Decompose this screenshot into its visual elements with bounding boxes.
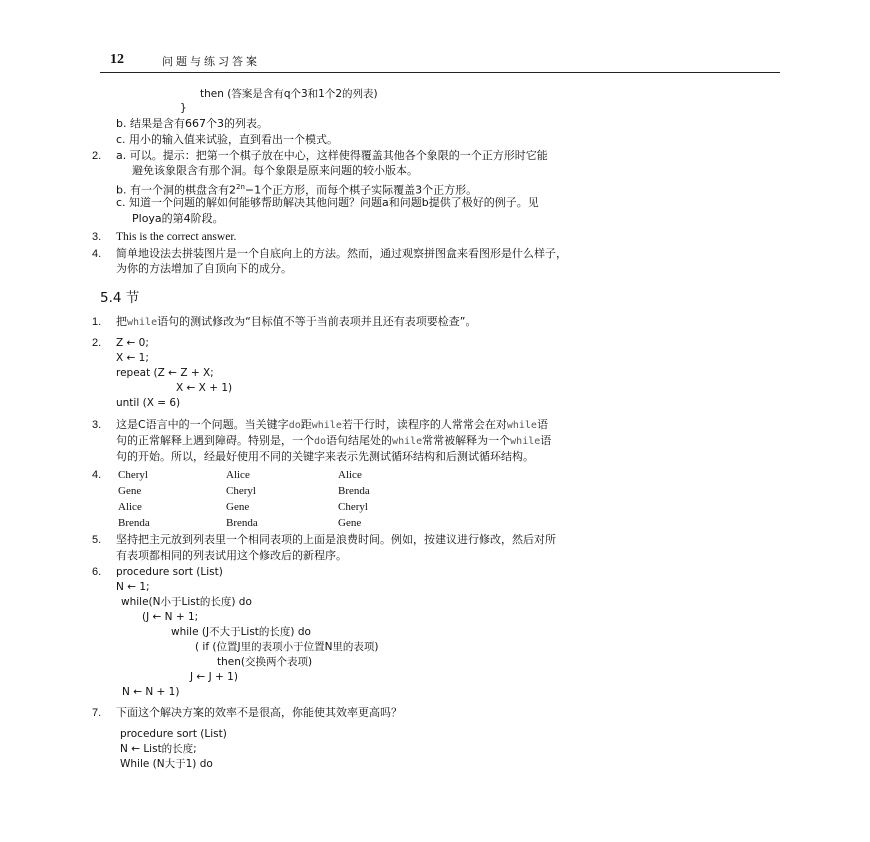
answer-3-text: This is the correct answer.: [116, 231, 237, 243]
code-line: N ← 1;: [116, 581, 150, 593]
section-answer-1-pre: 把: [116, 315, 127, 328]
section-answer-3-line3: 句的开始。所以，经最好使用不同的关键字来表示先测试循环结构和后测试循环结构。: [116, 450, 534, 463]
section-answer-5-number: 5.: [92, 534, 102, 546]
running-title: 问题与练习答案: [162, 55, 260, 68]
code-line: until (X = 6): [116, 397, 181, 409]
section-answer-3-line1: [116, 418, 548, 433]
answer-2c-line2: Ploya的第4阶段。: [132, 212, 224, 225]
code-line: X ← X + 1): [176, 382, 233, 394]
name-cell: Cheryl: [338, 501, 368, 513]
answer-2-number: 2.: [92, 150, 102, 162]
text-run: 语句结尾处的: [326, 434, 393, 447]
keyword-while: while: [127, 317, 158, 328]
code-line: N ← List的长度;: [120, 743, 197, 755]
code-line: while (J不大于List的长度) do: [171, 626, 311, 638]
name-cell: Gene: [226, 501, 250, 513]
text-run: 这是C语言中的一个问题。当关键字: [116, 418, 289, 431]
keyword-while: while: [311, 420, 342, 431]
keyword-while: while: [392, 436, 423, 447]
keyword-while: while: [506, 420, 537, 431]
answer-2b: [116, 180, 477, 198]
code-line: Z ← 0;: [116, 337, 149, 349]
section-answer-1: [116, 315, 477, 330]
then-line: then (答案是含有q个3和1个2的列表): [200, 88, 378, 100]
code-line: ( if (位置J里的表项小于位置N里的表项): [195, 641, 379, 653]
page-number: 12: [110, 52, 124, 67]
section-answer-4-number: 4.: [92, 469, 102, 481]
name-cell: Brenda: [118, 517, 150, 529]
code-line: X ← 1;: [116, 352, 149, 364]
code-line: while(N小于List的长度) do: [121, 596, 252, 608]
section-answer-7-text: 下面这个解决方案的效率不是很高，你能使其效率更高吗？: [116, 706, 402, 719]
name-cell: Alice: [118, 501, 142, 513]
text-run: 语: [540, 434, 552, 447]
code-line: (J ← N + 1;: [142, 611, 199, 623]
code-line: While (N大于1) do: [120, 758, 213, 770]
answer-2b-pre: b. 有一个洞的棋盘含有2: [116, 183, 236, 197]
name-column-1: [118, 468, 150, 530]
answer-4-number: 4.: [92, 248, 102, 260]
code-line: N ← N + 1): [122, 686, 180, 698]
answer-1c: c. 用小的输入值来试验，直到看出一个模式。: [116, 133, 339, 146]
text-run: 句的正常解释上遇到障碍。特别是，一个: [116, 434, 314, 447]
section-answer-5-line2: 有表项都相同的列表试用这个修改后的新程序。: [116, 549, 347, 562]
section-answer-5-line1: 坚持把主元放到列表里一个相同表项的上面是浪费时间。例如，按建议进行修改，然后对所: [116, 533, 556, 546]
name-cell: Alice: [226, 469, 250, 481]
answer-1b: b. 结果是含有667个3的列表。: [116, 117, 268, 130]
name-cell: Cheryl: [226, 485, 256, 497]
answer-2c-line1: c. 知道一个问题的解如何能够帮助解决其他问题？问题a和问题b提供了极好的例子。见: [116, 196, 539, 209]
name-cell: Gene: [118, 485, 142, 497]
text-run: 距: [300, 418, 312, 431]
name-cell: Cheryl: [118, 469, 148, 481]
closing-brace: }: [180, 102, 187, 114]
page-header: [100, 50, 780, 73]
answer-3-number: 3.: [92, 231, 102, 243]
keyword-do: do: [314, 436, 327, 447]
answer-2a-line1: a. 可以。提示：把第一个棋子放在中心，这样使得覆盖其他各个象限的一个正方形时它能: [116, 149, 548, 162]
section-answer-2-number: 2.: [92, 337, 102, 349]
code-line: repeat (Z ← Z + X;: [116, 367, 214, 379]
name-cell: Brenda: [226, 517, 258, 529]
code-line: J ← J + 1): [190, 671, 238, 683]
code-line: procedure sort (List): [120, 728, 227, 740]
keyword-while: while: [510, 436, 541, 447]
name-column-3: [338, 468, 370, 530]
keyword-do: do: [288, 420, 301, 431]
section-answer-3-line2: [116, 434, 551, 449]
text-run: 常常被解释为一个: [422, 434, 511, 447]
answer-2a-line2: 避免该象限含有那个洞。每个象限是原来问题的较小版本。: [132, 164, 418, 177]
name-cell: Alice: [338, 469, 362, 481]
section-answer-6-number: 6.: [92, 566, 102, 578]
answer-2b-post: −1个正方形，而每个棋子实际覆盖3个正方形。: [244, 183, 478, 197]
answer-4-line2: 为你的方法增加了自顶向下的成分。: [116, 262, 292, 275]
code-line: procedure sort (List): [116, 566, 223, 578]
name-cell: Brenda: [338, 485, 370, 497]
section-heading: 5.4 节: [100, 290, 140, 306]
name-column-2: [226, 468, 258, 530]
answer-2b-exponent: 2n: [235, 183, 245, 191]
code-line: then(交换两个表项): [217, 656, 313, 668]
section-answer-3-number: 3.: [92, 419, 102, 431]
section-answer-1-post: 语句的测试修改为“目标值不等于当前表项并且还有表项要检查”。: [157, 315, 477, 328]
name-cell: Gene: [338, 517, 362, 529]
text-run: 语: [536, 418, 548, 431]
answer-4-line1: 简单地设法去拼装图片是一个自底向上的方法。然而，通过观察拼图盒来看图形是什么样子，: [116, 247, 567, 260]
section-answer-1-number: 1.: [92, 316, 102, 328]
text-run: 若干行时，读程序的人常常会在对: [341, 418, 507, 431]
section-answer-7-number: 7.: [92, 707, 102, 719]
